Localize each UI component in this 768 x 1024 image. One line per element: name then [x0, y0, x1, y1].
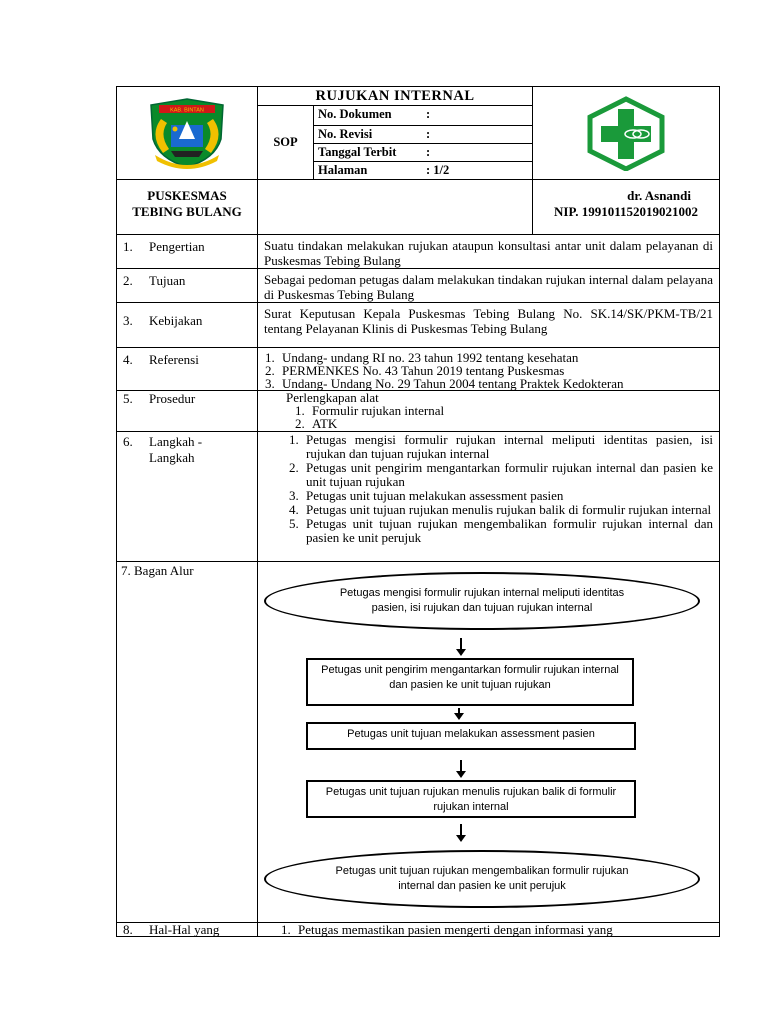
sop-document	[116, 86, 719, 936]
svg-text:KAB. BINTAN: KAB. BINTAN	[170, 107, 204, 114]
flow-arrow	[460, 638, 462, 650]
doc-field-tanggal: Tanggal Terbit :	[314, 144, 533, 162]
langkah-item: 5. Petugas unit tujuan rujukan mengembalikan formulir rujukan internal dan pasien ke unit perujuk	[302, 517, 713, 545]
langkah-item: 4. Petugas unit tujuan rujukan menulis rujukan balik di formulir rujukan internal	[302, 503, 713, 517]
label-hal-hal: 8. Hal-Hal yang	[117, 923, 258, 937]
label-bagan-alur: 7. Bagan Alur	[117, 562, 258, 923]
doc-field-revisi: No. Revisi :	[314, 126, 533, 144]
langkah-item: 3. Petugas unit tujuan melakukan assessment pasien	[302, 489, 713, 503]
flow-step-start: Petugas mengisi formulir rujukan internal meliputi identitas pasien, isi rujukan dan tujuan rujukan internal	[264, 572, 700, 630]
content-pengertian: Suatu tindakan melakukan rujukan ataupun konsultasi antar unit dalam pelayanan di Puskesmas Tebing Bulang	[258, 235, 720, 269]
prosedur-item: 2. ATK	[308, 417, 713, 430]
sop-table	[116, 86, 720, 937]
referensi-item: 2. PERMENKES No. 43 Tahun 2019 tentang Puskesmas	[278, 364, 713, 377]
langkah-item: 1. Petugas mengisi formulir rujukan internal meliputi identitas pasien, isi rujukan dan tujuan rujukan internal	[302, 433, 713, 461]
content-hal-hal	[258, 923, 720, 937]
health-logo-cell	[533, 87, 720, 180]
puskesmas-logo-icon	[581, 95, 671, 171]
doc-field-halaman: Halaman : 1/2	[314, 162, 533, 180]
signer-block: dr. Asnandi NIP. 199101152019021002	[533, 180, 720, 235]
doc-field-nomor: No. Dokumen :	[314, 106, 533, 126]
label-referensi: 4. Referensi	[117, 348, 258, 391]
label-kebijakan: 3. Kebijakan	[117, 303, 258, 348]
flowchart	[258, 562, 720, 923]
label-langkah: 6. Langkah - Langkah	[117, 432, 258, 562]
flow-step-box: Petugas unit tujuan melakukan assessment pasien	[306, 722, 636, 750]
blank-cell	[258, 180, 533, 235]
institution-name: PUSKESMAS TEBING BULANG	[117, 180, 258, 235]
flow-step-box: Petugas unit tujuan rujukan menulis rujukan balik di formulir rujukan internal	[306, 780, 636, 818]
flow-arrow	[460, 824, 462, 836]
content-prosedur: Perlengkapan alat 1. Formulir rujukan internal 2. ATK	[258, 391, 720, 432]
content-referensi	[258, 348, 720, 391]
regional-emblem-icon	[141, 95, 233, 171]
flow-arrow	[458, 708, 460, 714]
flow-step-end: Petugas unit tujuan rujukan mengembalikan formulir rujukan internal dan pasien ke unit perujuk	[264, 850, 700, 908]
content-tujuan: Sebagai pedoman petugas dalam melakukan tindakan rujukan internal dalam pelayana di Puskesmas Tebing Bulang	[258, 269, 720, 303]
content-kebijakan: Surat Keputusan Kepala Puskesmas Tebing Bulang No. SK.14/SK/PKM-TB/21 tentang Pelayanan Klinis di Puskesmas Tebing Bulang	[258, 303, 720, 348]
label-prosedur: 5. Prosedur	[117, 391, 258, 432]
flow-arrow	[460, 760, 462, 772]
label-tujuan: 2. Tujuan	[117, 269, 258, 303]
document-title: RUJUKAN INTERNAL	[258, 87, 533, 106]
content-langkah	[258, 432, 720, 562]
prosedur-item: 1. Formulir rujukan internal	[308, 404, 713, 417]
regional-logo-cell	[117, 87, 258, 180]
hal-item: 1. Petugas memastikan pasien mengerti dengan informasi yang	[294, 923, 713, 936]
referensi-item: 1. Undang- undang RI no. 23 tahun 1992 tentang kesehatan	[278, 351, 713, 364]
langkah-item: 2. Petugas unit pengirim mengantarkan formulir rujukan internal dan pasien ke unit tujuan rujukan	[302, 461, 713, 489]
sop-label: SOP	[258, 106, 314, 180]
flow-step-box: Petugas unit pengirim mengantarkan formulir rujukan internal dan pasien ke unit tujuan rujukan	[306, 658, 634, 706]
referensi-item: 3. Undang- Undang No. 29 Tahun 2004 tentang Praktek Kedokteran	[278, 377, 713, 390]
label-pengertian: 1. Pengertian	[117, 235, 258, 269]
